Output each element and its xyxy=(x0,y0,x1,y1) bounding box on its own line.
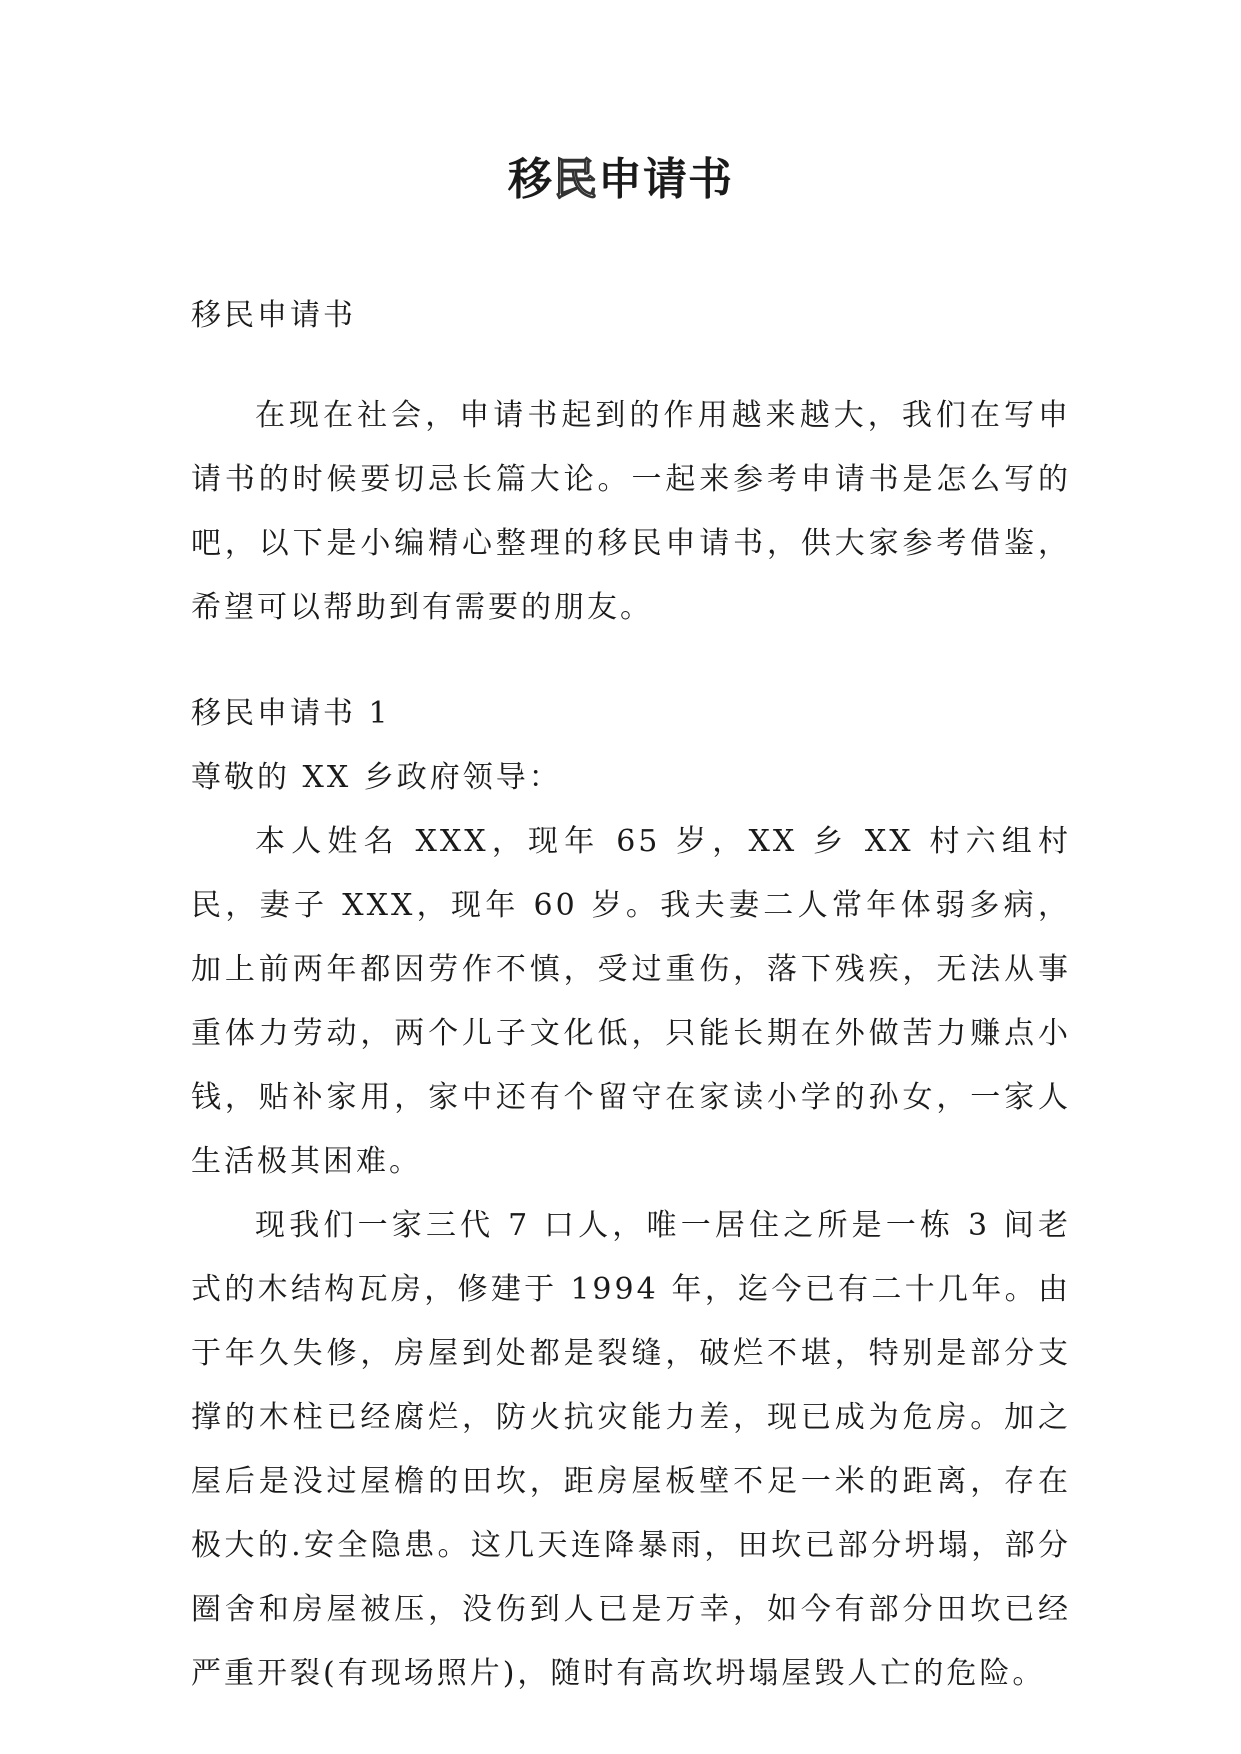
body-paragraph-2: 现我们一家三代 7 口人，唯一居住之所是一栋 3 间老式的木结构瓦房，修建于 1994 年，迄今已有二十几年。由于年久失修，房屋到处都是裂缝，破烂不堪，特别是部分支撑的木柱已经腐烂，防火抗灾能力差，现已成为危房。加之屋后是没过屋檐的田坎，距房屋板壁不足一米的距离，存在极大的.安全隐患。这几天连降暴雨，田坎已部分坍塌，部分圈舍和房屋被压，没伤到人已是万幸，如今有部分田坎已经严重开裂(有现场照片)，随时有高坎坍塌屋毁人亡的危险。 xyxy=(191,1208,1071,1691)
title-part-3: 申请书 xyxy=(598,154,733,205)
title-part-2: 民 xyxy=(553,154,598,205)
document-title xyxy=(0,150,1241,210)
title-part-1: 移 xyxy=(508,154,553,205)
salutation: 尊敬的 XX 乡政府领导： xyxy=(191,760,562,795)
body-paragraph-1: 本人姓名 XXX，现年 65 岁，XX 乡 XX 村六组村民，妻子 XXX，现年 60 岁。我夫妻二人常年体弱多病，加上前两年都因劳作不慎，受过重伤，落下残疾，无法从事重体力劳动，两个儿子文化低，只能长期在外做苦力赚点小钱，贴补家用，家中还有个留守在家读小学的孙女，一家人生活极其困难。 xyxy=(191,824,1071,1179)
section-heading: 移民申请书 1 xyxy=(191,696,391,731)
document-subtitle: 移民申请书 xyxy=(191,298,356,333)
intro-paragraph: 在现在社会，申请书起到的作用越来越大，我们在写申请书的时候要切忌长篇大论。一起来参考申请书是怎么写的吧，以下是小编精心整理的移民申请书，供大家参考借鉴，希望可以帮助到有需要的朋友。 xyxy=(191,398,1071,625)
document-body xyxy=(191,284,1071,1706)
